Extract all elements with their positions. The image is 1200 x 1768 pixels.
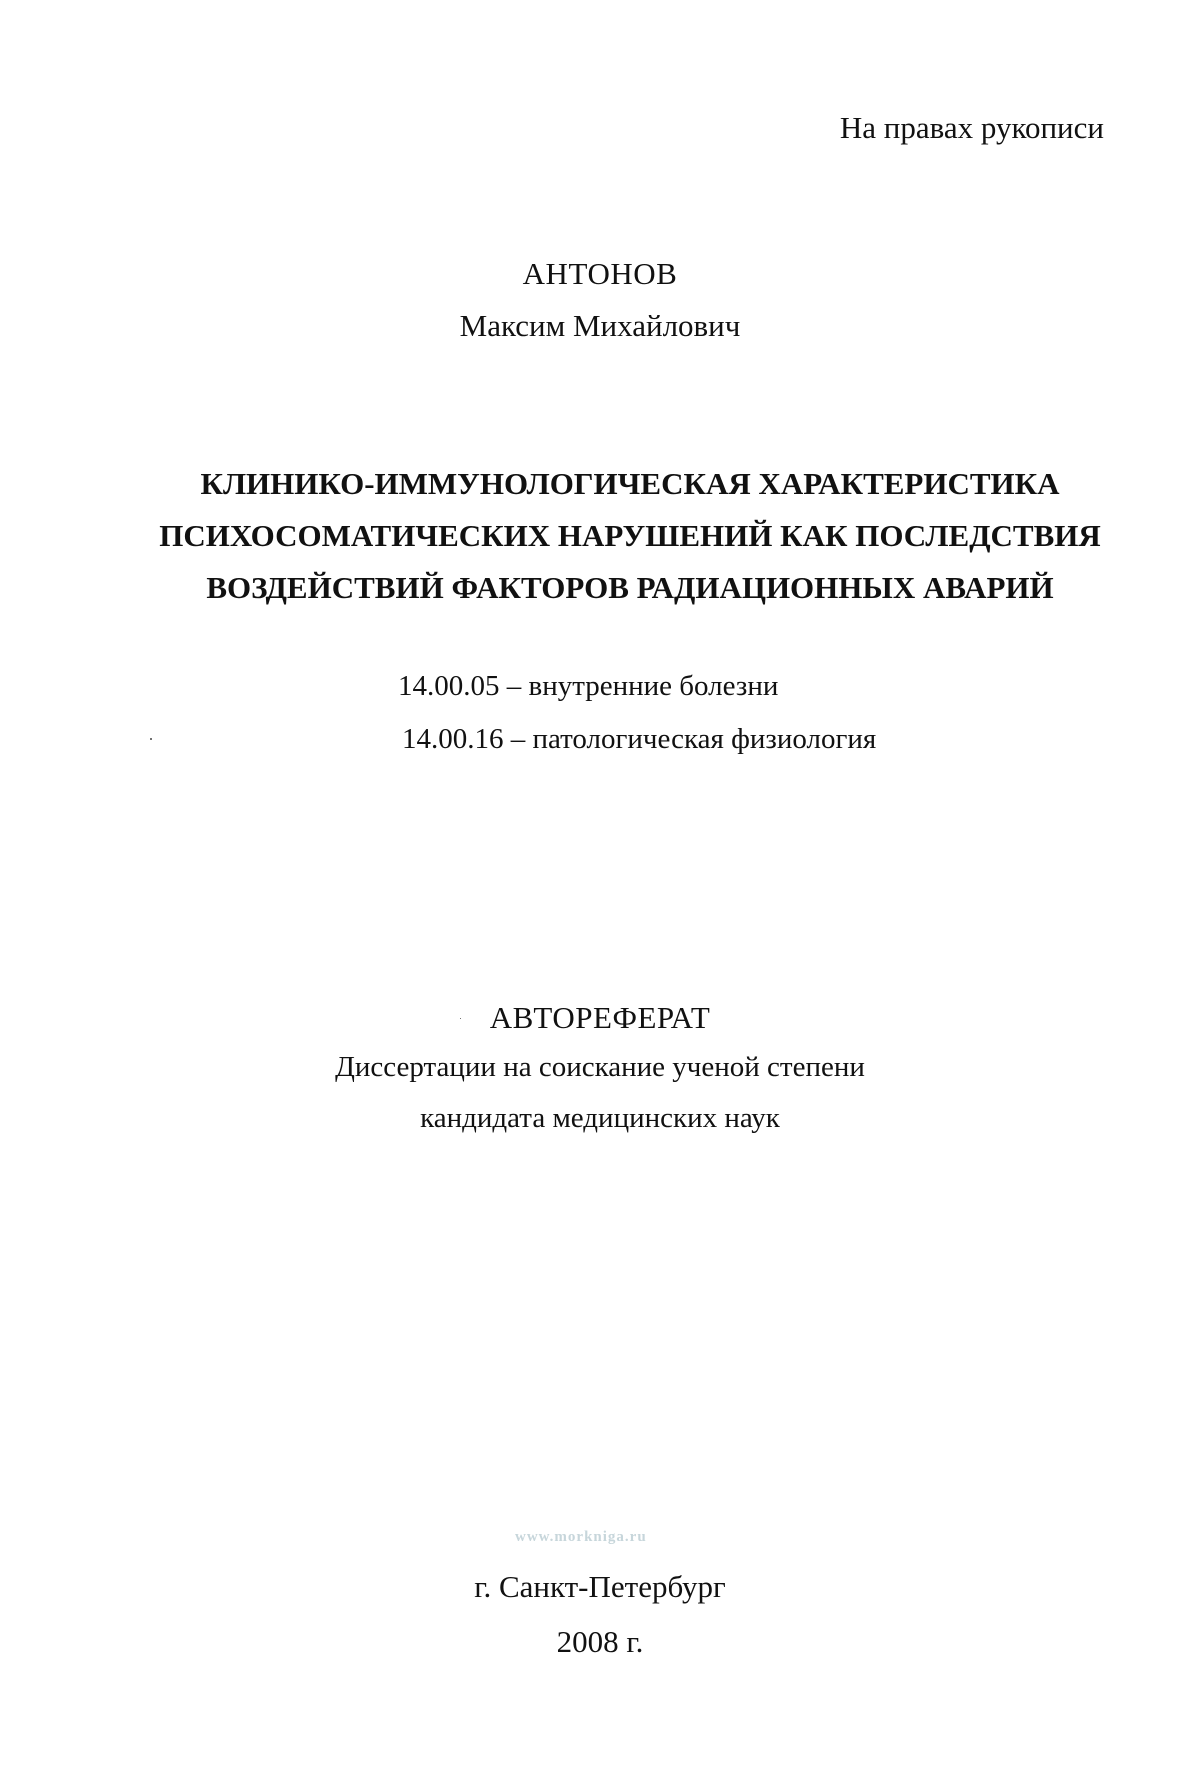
specialty-pathophysiology: 14.00.16 – патологическая физиология [402, 723, 877, 755]
title-line-2: ПСИХОСОМАТИЧЕСКИХ НАРУШЕНИЙ КАК ПОСЛЕДСТВИЯ [159, 518, 1101, 553]
author-surname: АНТОНОВ [522, 256, 678, 291]
document-title [110, 458, 1150, 614]
watermark: www.morkniga.ru [515, 1529, 647, 1545]
scan-speck [150, 738, 152, 740]
title-line-1: КЛИНИКО-ИММУНОЛОГИЧЕСКАЯ ХАРАКТЕРИСТИКА [200, 466, 1060, 501]
specialty-internal-diseases: 14.00.05 – внутренние болезни [398, 670, 779, 702]
purpose-line-1: Диссертации на соискание ученой степени [335, 1051, 865, 1083]
rights-note: На правах рукописи [839, 110, 1104, 145]
title-line-3: ВОЗДЕЙСТВИЙ ФАКТОРОВ РАДИАЦИОННЫХ АВАРИЙ [206, 570, 1054, 605]
scan-speck [460, 1018, 461, 1019]
publication-year: 2008 г. [556, 1624, 644, 1659]
publication-city: г. Санкт-Петербург [474, 1569, 726, 1604]
document-type: АВТОРЕФЕРАТ [489, 1000, 711, 1035]
author-given-names: Максим Михайлович [459, 308, 741, 343]
purpose-line-2: кандидата медицинских наук [420, 1102, 780, 1134]
